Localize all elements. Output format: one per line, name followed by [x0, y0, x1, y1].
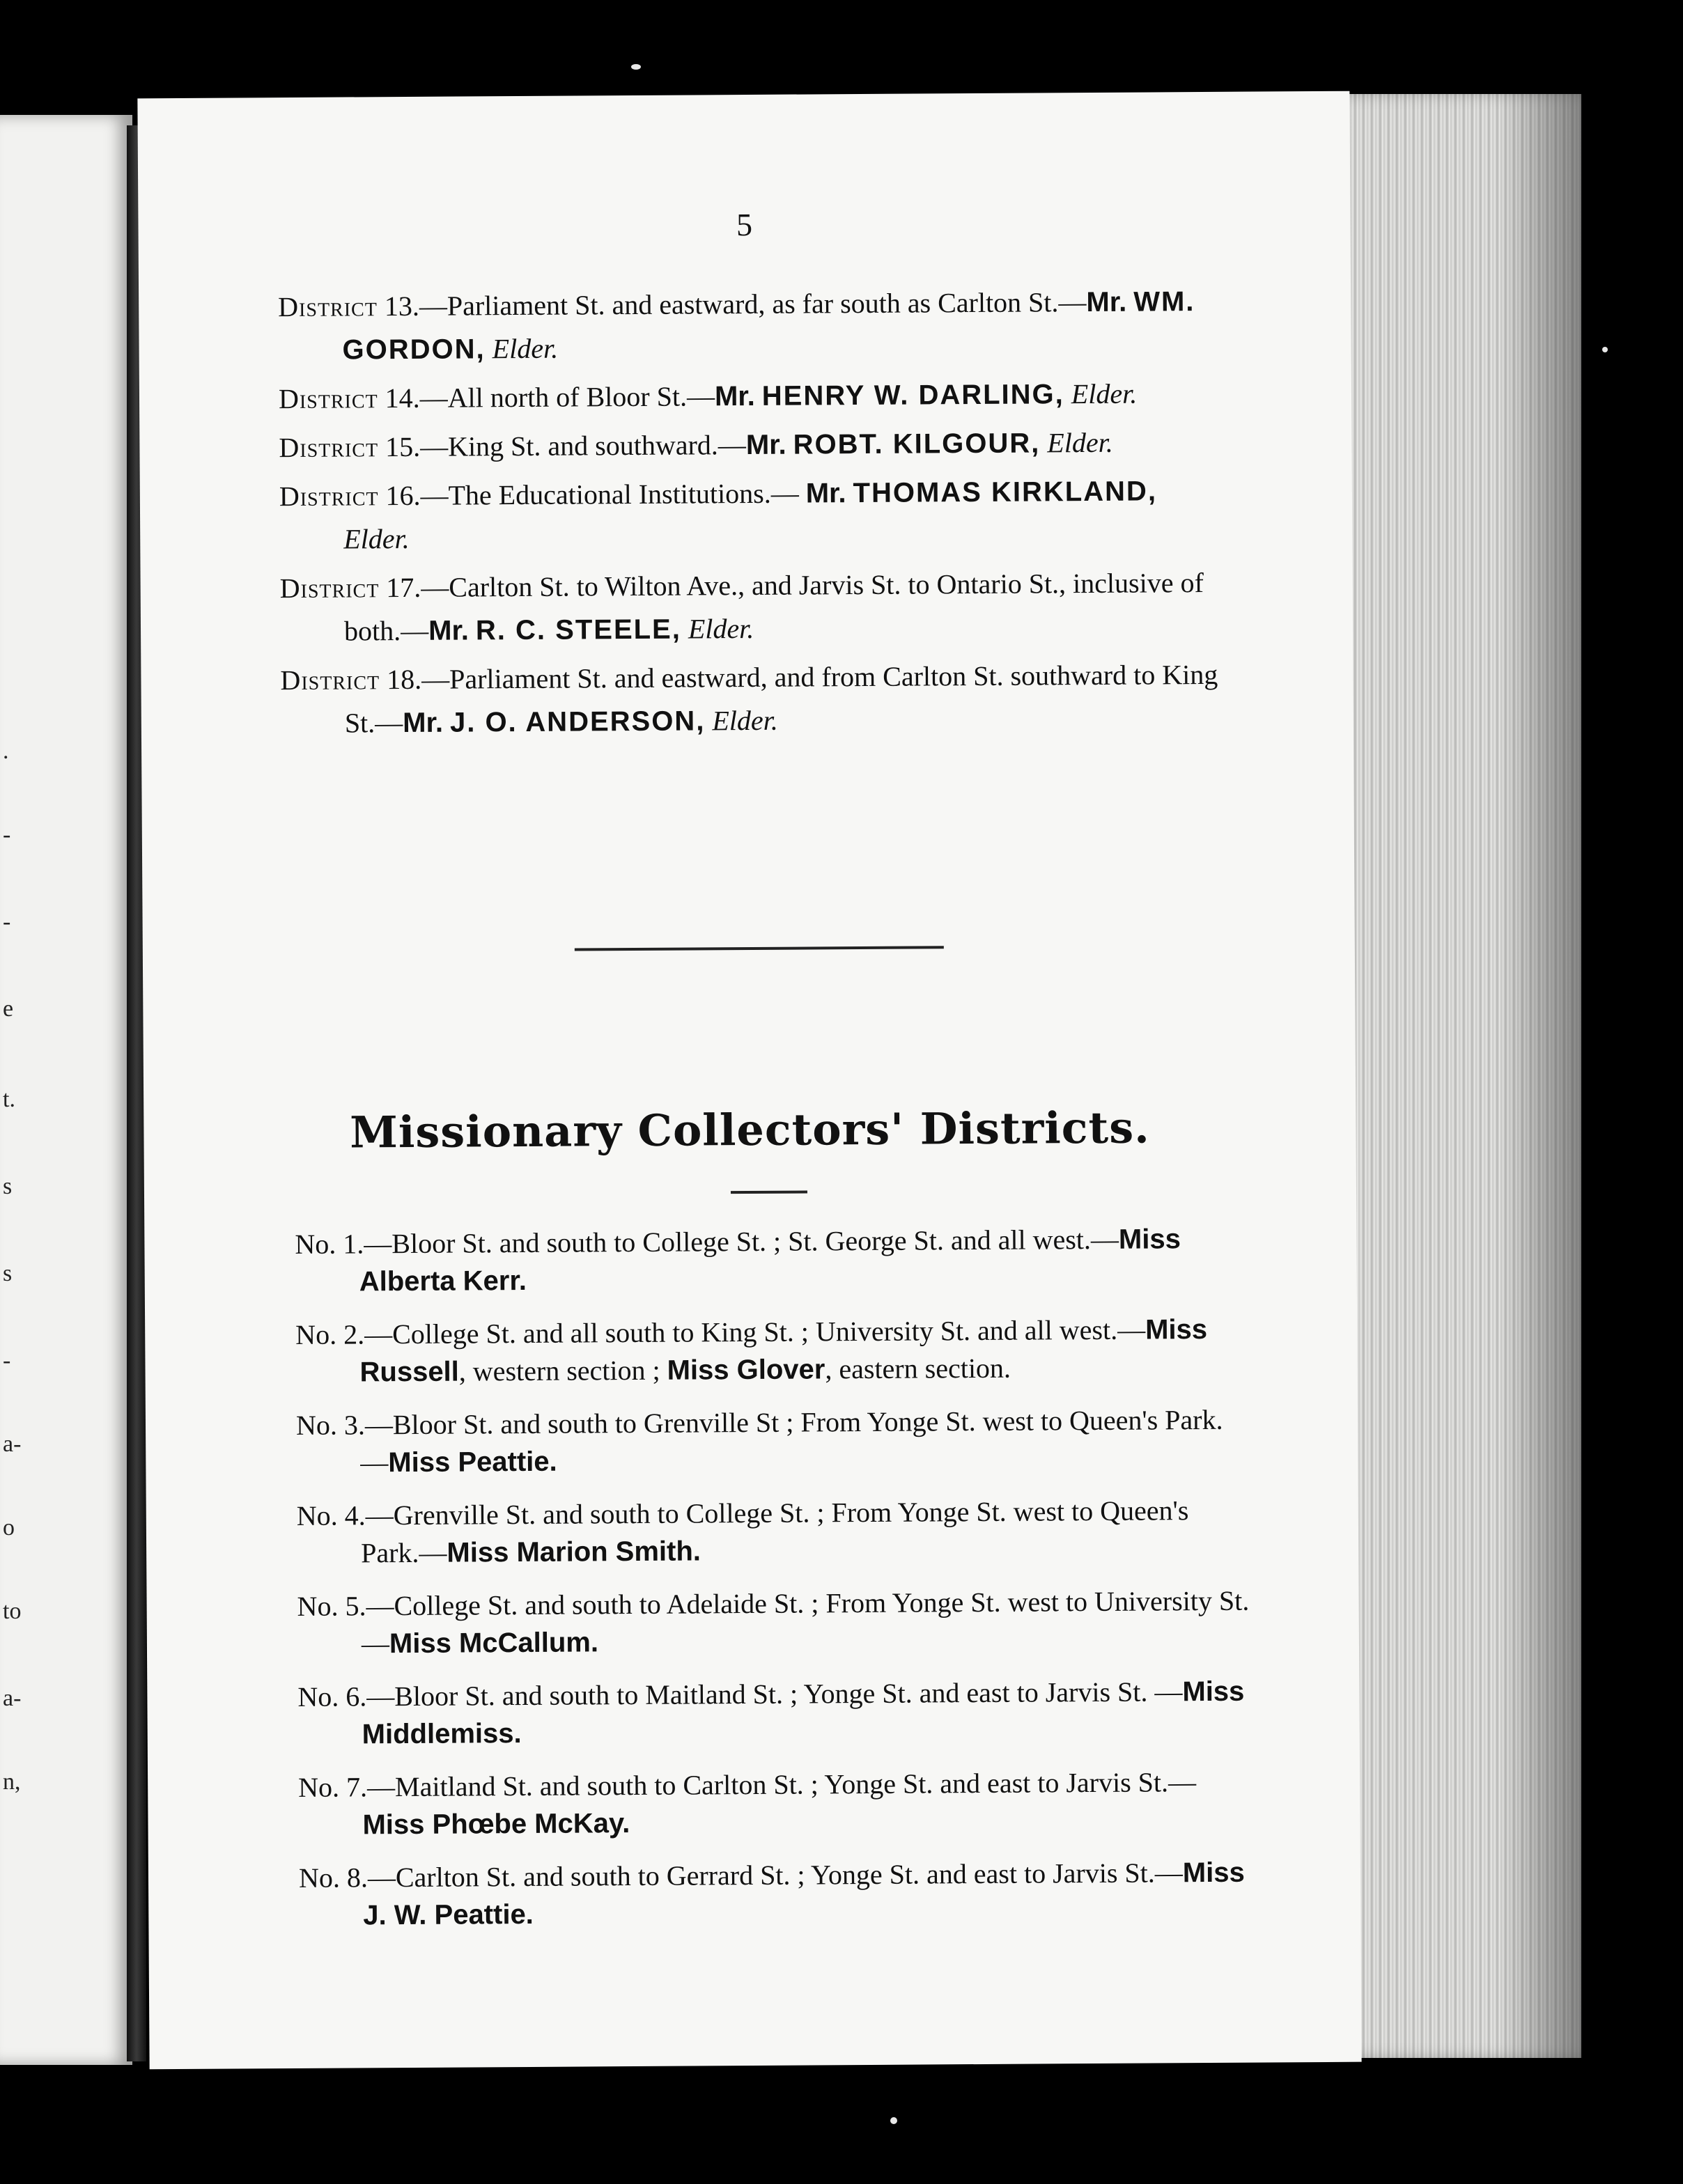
left-fragment: n, [3, 1769, 21, 1795]
film-speck [631, 64, 641, 70]
heading-underline [731, 1190, 807, 1194]
collector-name: Miss Middlemiss. [362, 1676, 1245, 1750]
left-fragment: o [3, 1515, 15, 1540]
elder-name: WM. GORDON, [342, 286, 1195, 366]
collector-name: Miss Russell [359, 1313, 1208, 1388]
collector-name: Miss Alberta Kerr. [359, 1224, 1181, 1297]
collector-entry: No. 2.—College St. and all south to King St. ; University St. and all west.—Miss Russell, western section ; Miss Glover, eastern section. [295, 1313, 1208, 1388]
elder-name: HENRY W. DARLING, [761, 379, 1064, 412]
left-fragment: a- [3, 1685, 22, 1711]
collector-entry: No. 4.—Grenville St. and south to College St. ; From Yonge St. west to Queen's Park.—Miss Marion Smith. [296, 1495, 1189, 1569]
collector-entry: No. 8.—Carlton St. and south to Gerrard St. ; Yonge St. and east to Jarvis St.—Miss J. W. Peattie. [298, 1857, 1245, 1931]
collector-list [295, 1220, 1253, 1950]
collector-entry: No. 7.—Maitland St. and south to Carlton St. ; Yonge St. and east to Jarvis St.—Miss Phœbe McKay. [298, 1766, 1197, 1841]
elder-name: THOMAS KIRKLAND, [853, 476, 1158, 509]
collector-name: Miss Marion Smith. [447, 1536, 701, 1568]
district-entry: District 16.—The Educational Institutions.— Mr. THOMAS KIRKLAND, Elder. [279, 476, 1158, 555]
collector-name: Miss J. W. Peattie. [363, 1857, 1245, 1931]
district-list [278, 280, 1228, 751]
district-entry: District 15.—King St. and southward.—Mr. ROBT. KILGOUR, Elder. [279, 426, 1113, 464]
left-fragment: - [3, 909, 11, 935]
film-speck [1602, 347, 1608, 352]
collector-name: Miss McCallum. [389, 1627, 599, 1660]
section-heading: Missionary Collectors' Districts. [349, 1102, 1150, 1158]
collector-entry: No. 3.—Bloor St. and south to Grenville St ; From Yonge St. west to Queen's Park.—Miss Peattie. [295, 1403, 1223, 1479]
left-fragment: - [3, 822, 11, 848]
district-entry: District 14.—All north of Bloor St.—Mr. HENRY W. DARLING, Elder. [278, 377, 1138, 415]
left-fragment: . [3, 738, 9, 764]
page-edges [1324, 94, 1581, 2058]
collector-name: Miss Glover [667, 1354, 825, 1386]
district-entry: District 17.—Carlton St. to Wilton Ave., and Jarvis St. to Ontario St., inclusive of both.—Mr. R. C. STEELE, Elder. [279, 567, 1204, 647]
left-fragment: e [3, 996, 14, 1022]
left-facing-page [0, 115, 132, 2065]
left-fragment: a- [3, 1431, 22, 1457]
book-page [137, 91, 1361, 2070]
collector-entry: No. 5.—College St. and south to Adelaide St. ; From Yonge St. west to University St.—Miss McCallum. [297, 1584, 1250, 1660]
left-fragment: s [3, 1261, 13, 1286]
elder-name: R. C. STEELE, [475, 614, 682, 646]
left-fragment: t. [3, 1086, 15, 1112]
collector-entry: No. 1.—Bloor St. and south to College St. ; St. George St. and all west.—Miss Alberta Kerr. [295, 1223, 1181, 1297]
district-entry: District 18.—Parliament St. and eastward, and from Carlton St. southward to King St.—Mr. J. O. ANDERSON, Elder. [280, 658, 1218, 739]
left-fragment: - [3, 1348, 11, 1373]
collector-name: Miss Phœbe McKay. [362, 1808, 630, 1841]
film-speck [890, 2117, 897, 2124]
collector-entry: No. 6.—Bloor St. and south to Maitland St. ; Yonge St. and east to Jarvis St. —Miss Middlemiss. [297, 1676, 1245, 1750]
elder-name: J. O. ANDERSON, [449, 705, 706, 738]
section-divider [575, 946, 944, 951]
elder-name: ROBT. KILGOUR, [793, 428, 1041, 460]
collector-name: Miss Peattie. [388, 1446, 557, 1479]
district-entry: District 13.—Parliament St. and eastward, as far south as Carlton St.—Mr. WM. GORDON, Elder. [278, 286, 1195, 366]
left-fragment: s [3, 1173, 13, 1199]
page-number: 5 [736, 206, 753, 243]
left-fragment: to [3, 1598, 22, 1624]
